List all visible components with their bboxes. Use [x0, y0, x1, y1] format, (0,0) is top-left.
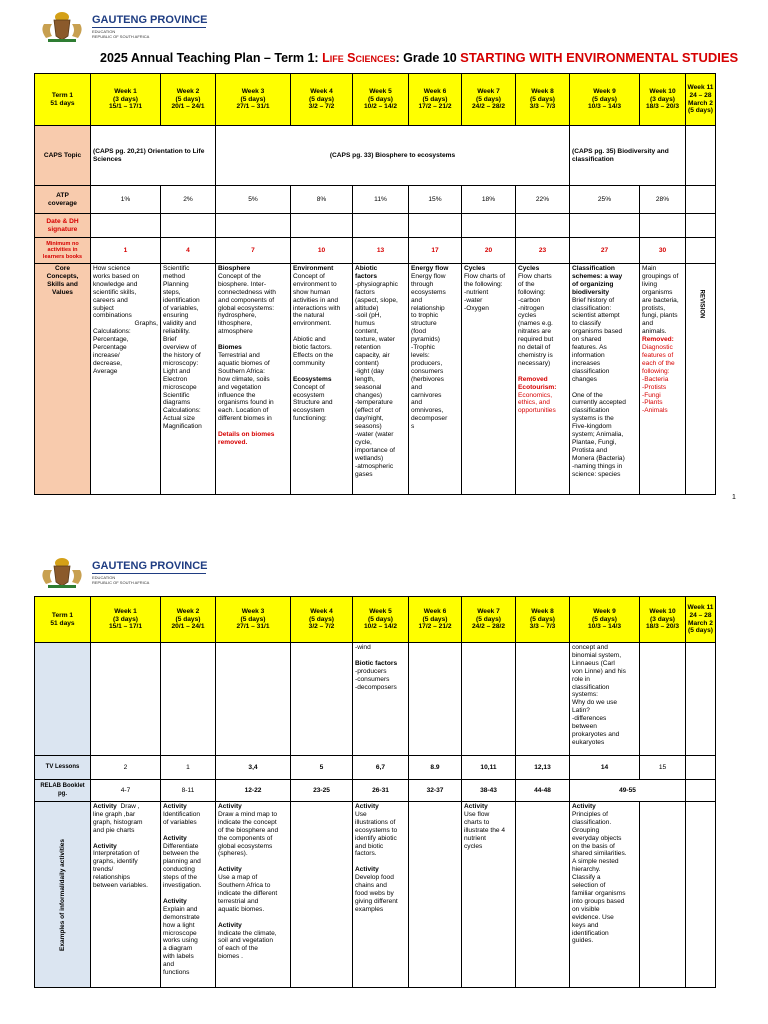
examples-row	[35, 802, 716, 988]
signature-cell[interactable]	[161, 214, 216, 238]
atp-week-11	[686, 186, 716, 214]
tv-week-11	[686, 756, 716, 780]
atp-value: 22%	[516, 186, 570, 214]
relab-value: 49-55	[570, 780, 686, 802]
cont-week-9: concept and binomial system, Linnaeus (Carl von Linne) and his role in classification systems: Why do we use Latin? -differences between prokaryotes and eukaryotes	[570, 643, 640, 756]
min-activities-value: 17	[409, 238, 462, 264]
relab-value: 38-43	[462, 780, 516, 802]
min-activities-value: 4	[161, 238, 216, 264]
title-part1: 2025 Annual Teaching Plan – Term 1:	[100, 51, 323, 65]
relab-week-11	[686, 780, 716, 802]
min-activities-value: 27	[570, 238, 640, 264]
cont-week-3	[216, 643, 291, 756]
logo-country: REPUBLIC OF SOUTH AFRICA	[92, 34, 150, 39]
cont-week-1	[91, 643, 161, 756]
week-11-header: Week 11 24 – 28 March 2 (5 days)	[686, 597, 716, 643]
week-2-header: Week 2 (5 days) 20/1 – 24/1	[161, 597, 216, 643]
week-7-header: Week 7 (5 days) 24/2 – 28/2	[462, 74, 516, 126]
tv-value: 6,7	[353, 756, 409, 780]
week-6-header: Week 6 (5 days) 17/2 – 21/2	[409, 74, 462, 126]
title-emphasis: STARTING WITH ENVIRONMENTAL STUDIES	[460, 50, 739, 65]
title-part2: : Grade 10	[395, 51, 461, 65]
week-10-header: Week 10 (3 days) 18/3 – 20/3	[640, 74, 686, 126]
core-week-1: How science works based on knowledge and scientific skills, careers and subject combinations Graphs, Calculations: Percentage, Percentage increase/ decrease, Average	[91, 264, 161, 495]
relab-value: 8-11	[161, 780, 216, 802]
atp-value: 5%	[216, 186, 291, 214]
atp-value: 1%	[91, 186, 161, 214]
logo-dept: EDUCATION	[92, 29, 116, 34]
cont-week-11	[686, 643, 716, 756]
logo-dept: EDUCATION	[92, 575, 116, 580]
header-row	[35, 597, 716, 643]
core-concepts-label: Core Concepts, Skills and Values	[35, 264, 91, 495]
min-activities-label: Minimum no activities in learners books	[35, 238, 91, 264]
example-week-4	[291, 802, 353, 988]
example-week-9: Activity Principles of classification. Grouping everyday objects on the basis of shared similarities. A simple nested hierarchy. Classify a selection of familiar organisms into groups based on visible evidence. Use keys and identification guides.	[570, 802, 640, 988]
header-row	[35, 74, 716, 126]
caps-topic-biosphere: (CAPS pg. 33) Biosphere to ecosystems	[216, 126, 570, 186]
signature-cell[interactable]	[91, 214, 161, 238]
min-activities-value: 1	[91, 238, 161, 264]
logo-name: GAUTENG PROVINCE	[92, 560, 208, 572]
example-week-6	[409, 802, 462, 988]
atp-value: 25%	[570, 186, 640, 214]
atp-value: 28%	[640, 186, 686, 214]
week-3-header: Week 3 (5 days) 27/1 – 31/1	[216, 74, 291, 126]
relab-value: 44-48	[516, 780, 570, 802]
min-activities-value: 7	[216, 238, 291, 264]
min-activities-value: 10	[291, 238, 353, 264]
example-week-2: Activity Identification of variables Activity Differentiate between the planning and conducting steps of the investigation. Activity Explain and demonstrate how a light microscope works using a diagram with labels and functions	[161, 802, 216, 988]
core-week-8: Cycles Flow charts of the following: -carbon -nitrogen cycles (names e.g. nitrates are required but no detail of chemistry is necessary) Removed Ecotourism: Economics, ethics, and opportunities	[516, 264, 570, 495]
cont-week-6	[409, 643, 462, 756]
core-week-6: Energy flow Energy flow through ecosystems and relationship to trophic structure (food pyramids) -Trophic levels: producers, consumers (herbivores and carnivores and omnivores, decomposer s	[409, 264, 462, 495]
revision-label: REVISION	[698, 289, 705, 319]
relab-value: 12-22	[216, 780, 291, 802]
week-9-header: Week 9 (5 days) 10/3 – 14/3	[570, 597, 640, 643]
week-1-header: Week 1 (3 days) 15/1 – 17/1	[91, 597, 161, 643]
signature-cell[interactable]	[409, 214, 462, 238]
week-5-header: Week 5 (5 days) 10/2 – 14/2	[353, 597, 409, 643]
atp-value: 15%	[409, 186, 462, 214]
atp-value: 2%	[161, 186, 216, 214]
examples-label-cell	[35, 802, 91, 988]
min-activities-week-11	[686, 238, 716, 264]
core-concepts-continued-row	[35, 643, 716, 756]
logo-divider	[92, 27, 206, 28]
core-week-9: Classification schemes: a way of organizing biodiversity Brief history of classification: scientist attempt to classify organisms based on shared features. As information increases classification changes One of the currently accepted classification systems is the Five-kingdom system; Animalia, Plantae, Fungi, Protista and Monera (Bacteria) -naming things in science: species	[570, 264, 640, 495]
tv-value: 14	[570, 756, 640, 780]
core-week-4: Environment Concept of environment to show human activities in and interactions with the natural environment. Abiotic and biotic factors. Effects on the community Ecosystems Concept of ecosystem Structure and ecosystem functioning:	[291, 264, 353, 495]
core-week-3: Biosphere Concept of the biosphere. Inter- connectedness with and components of global ecosystems: hydrosphere, lithosphere, atmosphere Biomes Terrestrial and aquatic biomes of Southern Africa: how climate, soils and vegetation influence the organisms found in each. Location of different biomes in Details on biomes removed.	[216, 264, 291, 495]
teaching-plan-table-continued	[34, 596, 716, 988]
coat-of-arms-icon	[38, 556, 86, 590]
document-title	[100, 50, 738, 65]
caps-topic-row	[35, 126, 716, 186]
week-2-header: Week 2 (5 days) 20/1 – 24/1	[161, 74, 216, 126]
min-activities-value: 13	[353, 238, 409, 264]
week-8-header: Week 8 (5 days) 3/3 – 7/3	[516, 597, 570, 643]
core-week-7: Cycles Flow charts of the following: -nutrient -water -Oxygen	[462, 264, 516, 495]
example-week-7: Activity Use flow charts to illustrate the 4 nutrient cycles	[462, 802, 516, 988]
min-activities-value: 20	[462, 238, 516, 264]
signature-cell[interactable]	[516, 214, 570, 238]
min-activities-value: 30	[640, 238, 686, 264]
signature-cell[interactable]	[291, 214, 353, 238]
week-1-header: Week 1 (3 days) 15/1 – 17/1	[91, 74, 161, 126]
signature-cell[interactable]	[570, 214, 640, 238]
gauteng-logo	[38, 556, 208, 590]
caps-topic-week-11	[686, 126, 716, 186]
atp-value: 8%	[291, 186, 353, 214]
relab-value: 26-31	[353, 780, 409, 802]
signature-cell[interactable]	[353, 214, 409, 238]
caps-topic-orientation: (CAPS pg. 20,21) Orientation to Life Sciences	[91, 126, 216, 186]
coat-of-arms-icon	[38, 10, 86, 44]
week-5-header: Week 5 (5 days) 10/2 – 14/2	[353, 74, 409, 126]
term-header: Term 1 51 days	[35, 597, 91, 643]
atp-row	[35, 186, 716, 214]
title-subject: Life Sciences	[322, 51, 396, 65]
tv-lessons-label: TV Lessons	[35, 756, 91, 780]
cont-week-5: -wind Biotic factors -producers -consumers -decomposers	[353, 643, 409, 756]
teaching-plan-table	[34, 73, 716, 495]
relab-row	[35, 780, 716, 802]
caps-topic-biodiversity: (CAPS pg. 35) Biodiversity and classification	[570, 126, 686, 186]
atp-value: 11%	[353, 186, 409, 214]
cont-week-2	[161, 643, 216, 756]
week-6-header: Week 6 (5 days) 17/2 – 21/2	[409, 597, 462, 643]
atp-value: 18%	[462, 186, 516, 214]
week-8-header: Week 8 (5 days) 3/3 – 7/3	[516, 74, 570, 126]
core-week-10: Main groupings of living organisms are bacteria, protists, fungi, plants and animals. Removed: Diagnostic features of each of the following: -Bacteria -Protists -Fungi -Plants -Animals	[640, 264, 686, 495]
logo-divider	[92, 573, 206, 574]
week-3-header: Week 3 (5 days) 27/1 – 31/1	[216, 597, 291, 643]
core-week-5: Abiotic factors -physiographic factors (aspect, slope, altitude) -soil (pH, humus content, texture, water retention capacity, air content) -light (day length, seasonal changes) -temperature (effect of day/night, seasons) -water (water cycle, importance of wetlands) -atmospheric gases	[353, 264, 409, 495]
page-2	[0, 540, 768, 1024]
tv-value: 8.9	[409, 756, 462, 780]
core-concepts-row	[35, 264, 716, 495]
example-week-5: Activity Use illustrations of ecosystems to identify abiotic and biotic factors. Activity Develop food chains and food webs by giving different examples	[353, 802, 409, 988]
min-activities-value: 23	[516, 238, 570, 264]
term-header: Term 1 51 days	[35, 74, 91, 126]
logo-name: GAUTENG PROVINCE	[92, 14, 208, 26]
relab-value: 4-7	[91, 780, 161, 802]
example-week-8	[516, 802, 570, 988]
example-week-3: Activity Draw a mind map to indicate the concept of the biosphere and the components of global ecosystems (spheres). Activity Use a map of Southern Africa to indicate the different terrestrial and aquatic biomes. Activity Indicate the climate, soil and vegetation of each of the biomes .	[216, 802, 291, 988]
tv-lessons-row	[35, 756, 716, 780]
date-signature-label: Date & DH signature	[35, 214, 91, 238]
signature-cell[interactable]	[686, 214, 716, 238]
core-week-11-revision	[686, 264, 716, 495]
tv-value: 2	[91, 756, 161, 780]
week-9-header: Week 9 (5 days) 10/3 – 14/3	[570, 74, 640, 126]
week-11-header: Week 11 24 – 28 March 2 (5 days)	[686, 74, 716, 126]
cont-week-8	[516, 643, 570, 756]
week-4-header: Week 4 (5 days) 3/2 – 7/2	[291, 597, 353, 643]
relab-value: 32-37	[409, 780, 462, 802]
cont-week-7	[462, 643, 516, 756]
logo-country: REPUBLIC OF SOUTH AFRICA	[92, 580, 150, 585]
page-number: 1	[732, 494, 736, 501]
example-week-10	[640, 802, 686, 988]
date-signature-row	[35, 214, 716, 238]
signature-cell[interactable]	[216, 214, 291, 238]
cont-week-10	[640, 643, 686, 756]
tv-value: 1	[161, 756, 216, 780]
week-7-header: Week 7 (5 days) 24/2 – 28/2	[462, 597, 516, 643]
signature-cell[interactable]	[640, 214, 686, 238]
week-10-header: Week 10 (3 days) 18/3 – 20/3	[640, 597, 686, 643]
core-continued-label	[35, 643, 91, 756]
gauteng-logo	[38, 10, 208, 44]
caps-topic-label: CAPS Topic	[35, 126, 91, 186]
tv-value: 3,4	[216, 756, 291, 780]
atp-label: ATP coverage	[35, 186, 91, 214]
relab-label: RELAB Booklet pg.	[35, 780, 91, 802]
week-4-header: Week 4 (5 days) 3/2 – 7/2	[291, 74, 353, 126]
tv-value: 12,13	[516, 756, 570, 780]
signature-cell[interactable]	[462, 214, 516, 238]
tv-value: 15	[640, 756, 686, 780]
tv-value: 10,11	[462, 756, 516, 780]
cont-week-4	[291, 643, 353, 756]
tv-value: 5	[291, 756, 353, 780]
example-week-1: Activity Draw , line graph ,bar graph, histogram and pie charts Activity Interpretation of graphs, identify trends/ relationships between variables.	[91, 802, 161, 988]
examples-label: Examples of informal/daily activities	[58, 838, 66, 951]
core-week-2: Scientific method Planning steps, identification of variables, ensuring validity and reliability. Brief overview of the history of microscopy: Light and Electron microscope Scientific diagrams Calculations: Actual size Magnification	[161, 264, 216, 495]
relab-value: 23-25	[291, 780, 353, 802]
example-week-11	[686, 802, 716, 988]
min-activities-row	[35, 238, 716, 264]
